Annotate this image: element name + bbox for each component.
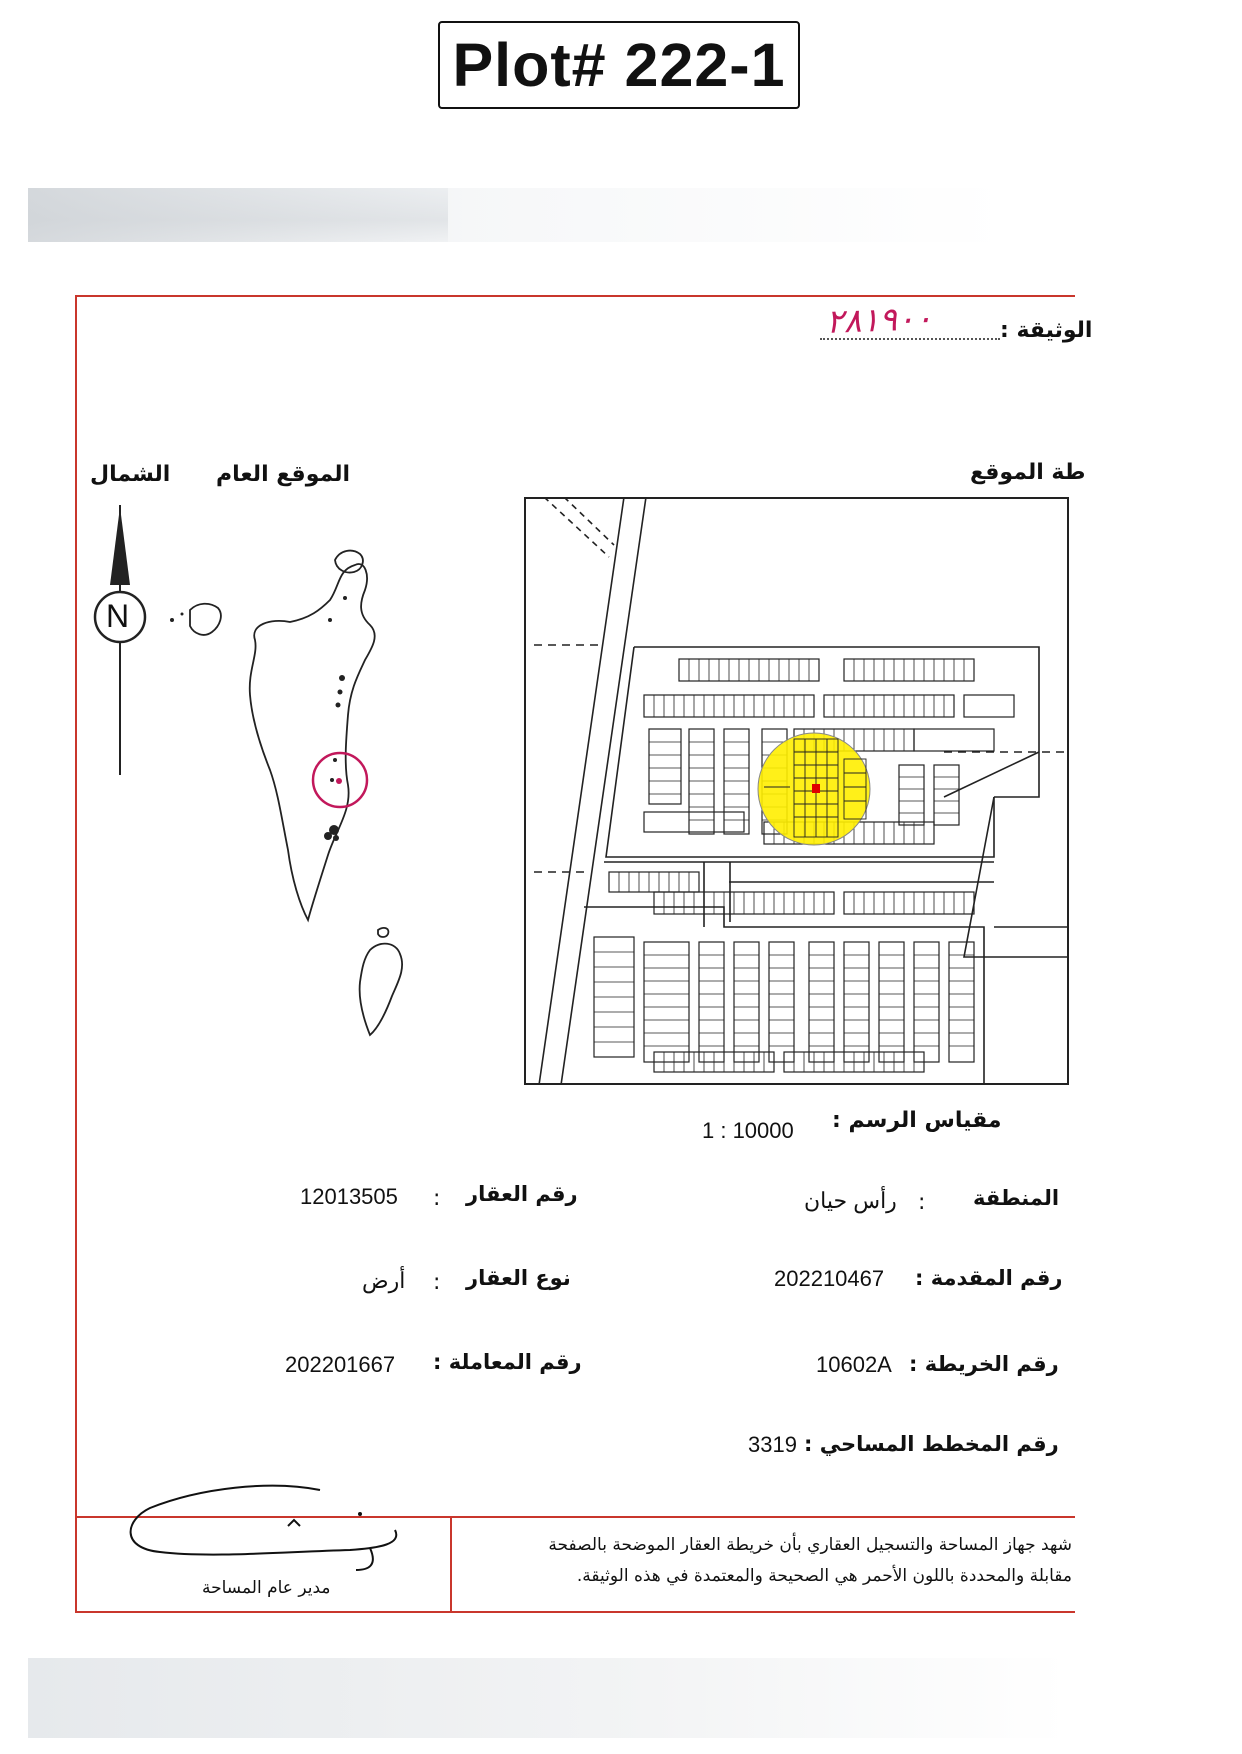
property-number-value: 12013505: [300, 1184, 398, 1209]
site-map-label: طة الموقع: [970, 460, 1086, 485]
scale-value: 1 : 10000: [702, 1118, 794, 1143]
property-number-colon: :: [433, 1186, 441, 1211]
map-number-label: رقم الخريطة :: [909, 1352, 1059, 1376]
application-number-label: رقم المقدمة :: [915, 1266, 1063, 1290]
application-number-value: 202210467: [774, 1266, 885, 1291]
signature: [120, 1478, 410, 1588]
general-location-label: الموقع العام: [216, 462, 351, 487]
doc-number-dots: [820, 338, 1000, 340]
transaction-number-value: 202201667: [285, 1352, 396, 1377]
map-number-value: 10602A: [816, 1352, 892, 1377]
property-type-colon: :: [433, 1270, 441, 1295]
area-colon: :: [918, 1190, 926, 1215]
scan-shadow-bottom: [28, 1658, 1068, 1738]
plot-label: Plot# 222-1: [438, 21, 800, 109]
transaction-number-label: رقم المعاملة :: [433, 1350, 582, 1374]
area-label: المنطقة: [973, 1186, 1060, 1210]
certification-line-1: شهد جهاز المساحة والتسجيل العقاري بأن خريطة العقار الموضحة بالصفحة: [548, 1535, 1072, 1555]
property-number-label: رقم العقار: [466, 1182, 578, 1206]
property-type-label: نوع العقار: [466, 1266, 571, 1290]
doc-number-handwritten: ٢٨١٩٠٠: [825, 298, 934, 341]
north-arrow-icon: [88, 505, 152, 775]
doc-number-label: الوثيقة :: [1000, 318, 1093, 343]
north-symbol: N: [106, 598, 130, 634]
signatory-title: مدير عام المساحة: [202, 1578, 331, 1598]
certification-text: [500, 1530, 1072, 1592]
frame-vertical-divider: [450, 1516, 452, 1613]
certification-line-2: مقابلة والمحددة باللون الأحمر هي الصحيحة والمعتمدة في هذه الوثيقة.: [576, 1566, 1072, 1586]
area-value: رأس حيان: [804, 1188, 897, 1213]
scan-shadow-top-fade: [28, 188, 1008, 242]
overview-map: [160, 530, 480, 1060]
survey-plan-value: 3319: [748, 1432, 797, 1457]
site-map: [524, 497, 1069, 1085]
north-label: الشمال: [90, 462, 171, 487]
survey-plan-label: رقم المخطط المساحي :: [804, 1432, 1059, 1456]
scale-label: مقياس الرسم :: [832, 1108, 1002, 1133]
property-type-value: أرض: [362, 1268, 406, 1293]
